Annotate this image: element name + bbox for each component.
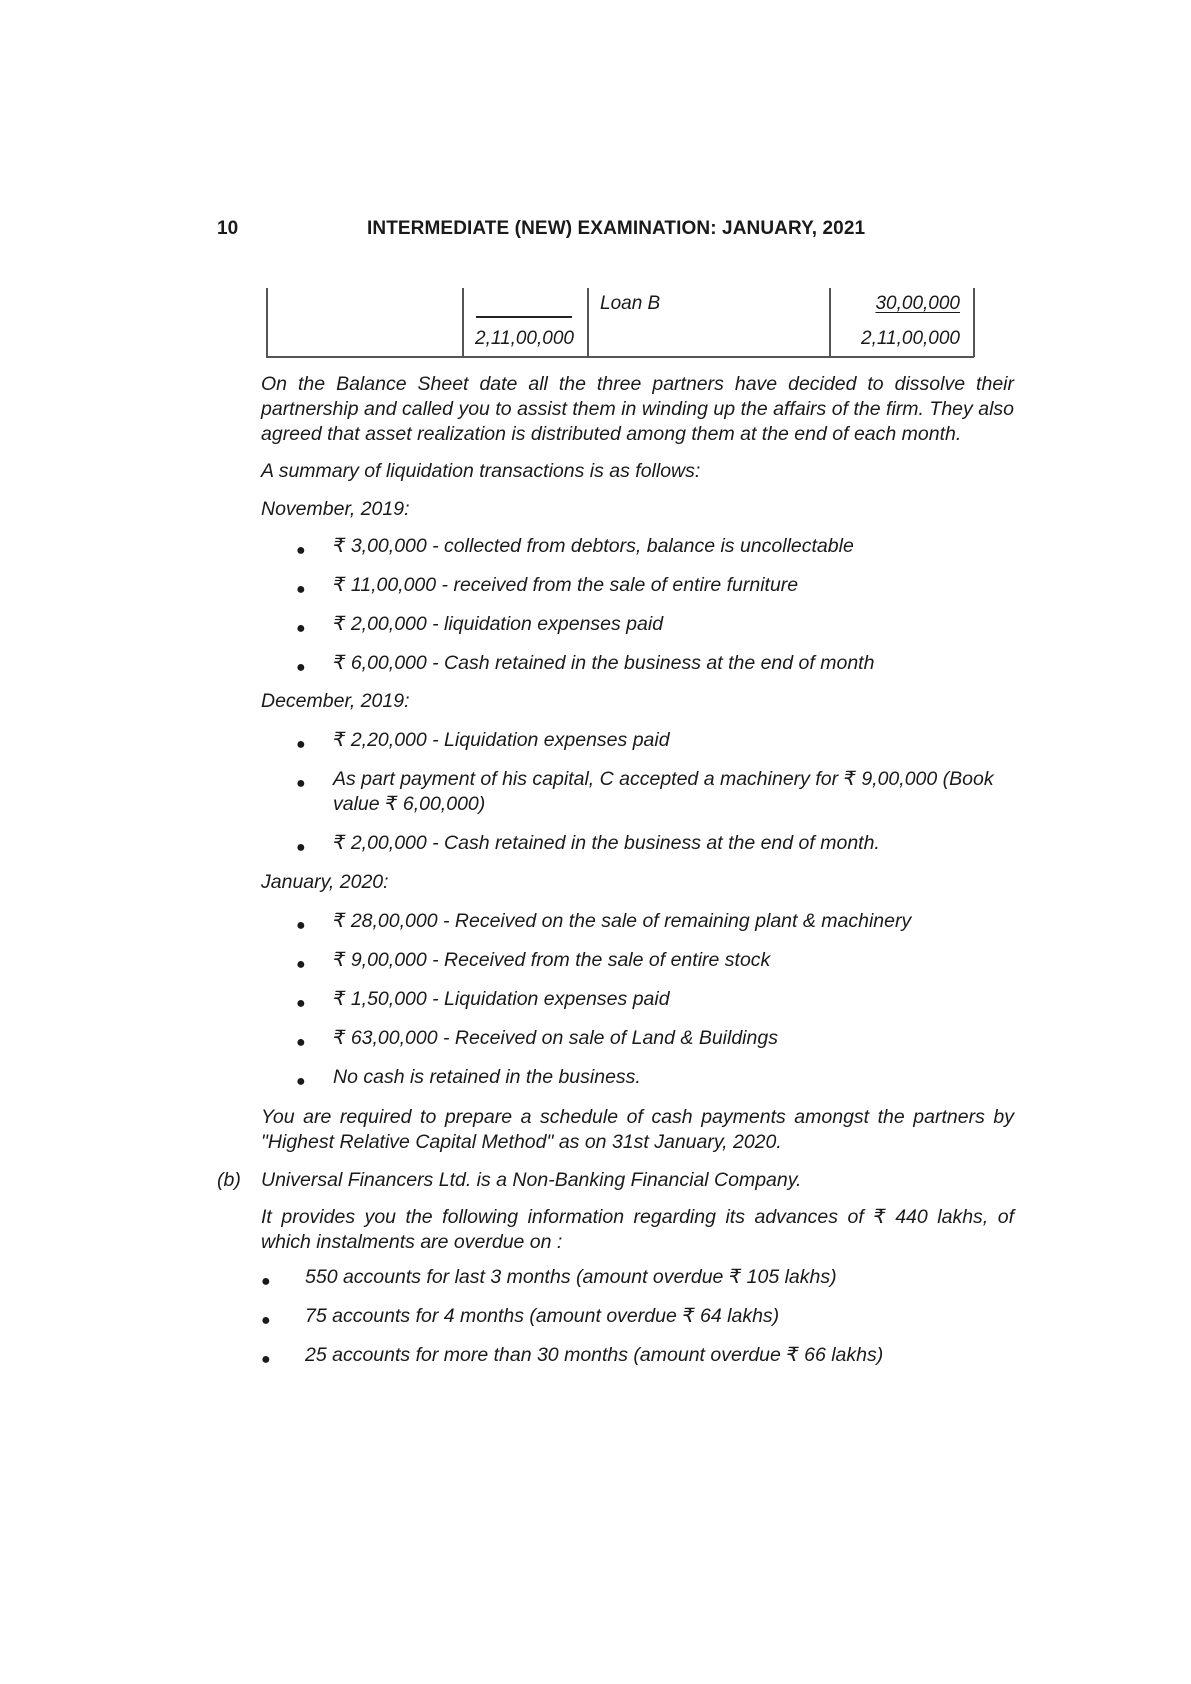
bullet-icon: ● <box>296 956 306 973</box>
table-border-bottom <box>266 356 974 358</box>
bullet-icon: ● <box>296 995 306 1012</box>
list-item: 75 accounts for 4 months (amount overdue ₹ 64 lakhs) <box>305 1305 780 1327</box>
list-item: ₹ 2,00,000 - liquidation expenses paid <box>333 613 664 635</box>
list-item: No cash is retained in the business. <box>333 1066 641 1088</box>
bullet-icon: ● <box>296 736 306 753</box>
requirement-paragraph: You are required to prepare a schedule of cash payments amongst the partners by "Highest Relative Capital Method" as on 31st January, 2020. <box>261 1106 1014 1153</box>
bullet-icon: ● <box>296 620 306 637</box>
list-item: ₹ 3,00,000 - collected from debtors, balance is uncollectable <box>333 535 854 557</box>
bullet-icon: ● <box>296 542 306 559</box>
bullet-icon: ● <box>261 1312 271 1329</box>
list-item: ₹ 2,20,000 - Liquidation expenses paid <box>333 729 670 751</box>
table-border-right <box>973 288 975 357</box>
bullet-icon: ● <box>296 917 306 934</box>
bullet-icon: ● <box>261 1273 271 1290</box>
list-item: ₹ 63,00,000 - Received on sale of Land & Buildings <box>333 1027 778 1049</box>
list-item: As part payment of his capital, C accepted a machinery for ₹ 9,00,000 (Book value ₹ 6,00,000) <box>333 768 994 815</box>
bullet-icon: ● <box>296 839 306 856</box>
total-rule <box>476 316 572 318</box>
bullet-icon: ● <box>261 1351 271 1368</box>
page-number: 10 <box>217 218 239 239</box>
month-label-november: November, 2019: <box>261 498 410 520</box>
part-b-paragraph: It provides you the following information regarding its advances of ₹ 440 lakhs, of which instalments are overdue on : <box>261 1206 1014 1253</box>
part-b-label: (b) <box>217 1169 241 1191</box>
list-item: ₹ 6,00,000 - Cash retained in the business at the end of month <box>333 652 875 674</box>
month-label-december: December, 2019: <box>261 690 410 712</box>
bullet-icon: ● <box>296 775 306 792</box>
bullet-icon: ● <box>296 659 306 676</box>
total-left: 2,11,00,000 <box>475 328 574 349</box>
page-header-title: INTERMEDIATE (NEW) EXAMINATION: JANUARY, 2021 <box>367 218 866 239</box>
table-col-divider <box>587 288 589 357</box>
bullet-icon: ● <box>296 581 306 598</box>
list-item: ₹ 28,00,000 - Received on the sale of remaining plant & machinery <box>333 910 912 932</box>
table-col-divider <box>462 288 464 357</box>
month-label-january: January, 2020: <box>261 871 389 893</box>
list-item: ₹ 2,00,000 - Cash retained in the business at the end of month. <box>333 832 880 854</box>
summary-heading: A summary of liquidation transactions is as follows: <box>261 460 701 482</box>
balance-sheet-fragment <box>266 288 974 357</box>
intro-paragraph: On the Balance Sheet date all the three partners have decided to dissolve their partnership and called you to assist them in winding up the affairs of the firm. They also agreed that asset realization is distributed among them at the end of each month. <box>261 373 1014 445</box>
list-item: 25 accounts for more than 30 months (amount overdue ₹ 66 lakhs) <box>305 1344 884 1366</box>
part-b-intro: Universal Financers Ltd. is a Non-Banking Financial Company. <box>261 1169 802 1191</box>
liability-loan-b: Loan B <box>600 293 661 314</box>
list-item: ₹ 1,50,000 - Liquidation expenses paid <box>333 988 670 1010</box>
list-item: 550 accounts for last 3 months (amount overdue ₹ 105 lakhs) <box>305 1266 837 1288</box>
list-item: ₹ 11,00,000 - received from the sale of entire furniture <box>333 574 799 596</box>
list-item: ₹ 9,00,000 - Received from the sale of entire stock <box>333 949 771 971</box>
bullet-icon: ● <box>296 1034 306 1051</box>
amount-loan-b: 30,00,000 <box>875 293 960 314</box>
total-right: 2,11,00,000 <box>861 328 960 349</box>
table-col-divider <box>829 288 831 357</box>
table-border-left <box>266 288 268 357</box>
bullet-icon: ● <box>296 1073 306 1090</box>
